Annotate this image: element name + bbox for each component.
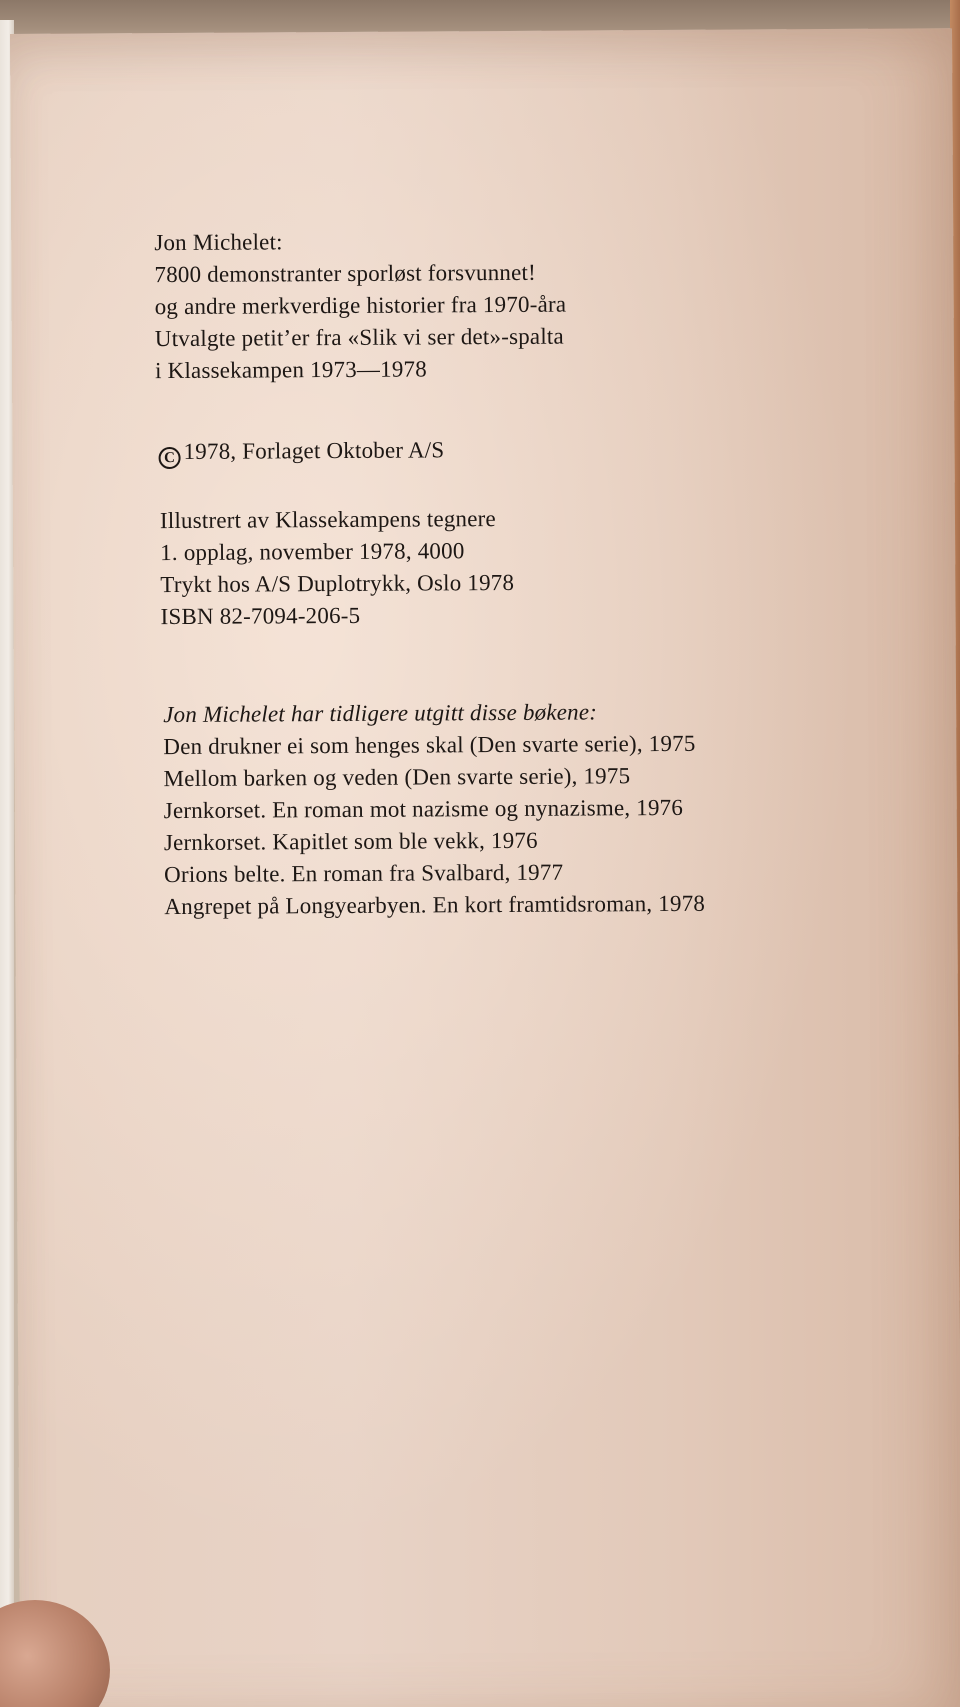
previous-works-block: [163, 696, 705, 923]
copyright-text: 1978, Forlaget Oktober A/S: [183, 437, 445, 464]
previous-works-heading: Jon Michelet har tidligere utgitt disse bøkene:: [163, 699, 598, 728]
previous-work-item: Jernkorset. En roman mot nazisme og nynazisme, 1976: [163, 794, 684, 824]
imprint-block: [160, 503, 515, 633]
previous-work-item: Mellom barken og veden (Den svarte serie), 1975: [163, 763, 631, 792]
previous-work-item: Den drukner ei som henges skal (Den svarte serie), 1975: [163, 730, 696, 760]
copyright-icon: C: [159, 447, 181, 469]
title-line: og andre merkverdige historier fra 1970-åra: [154, 291, 567, 320]
imprint-line: Trykt hos A/S Duplotrykk, Oslo 1978: [160, 569, 515, 598]
copyright-line: [158, 434, 444, 469]
title-line: 7800 demonstranter sporløst forsvunnet!: [154, 259, 537, 288]
previous-work-item: Angrepet på Longyearbyen. En kort framtidsroman, 1978: [164, 890, 706, 920]
title-line: Utvalgte petit’er fra «Slik vi ser det»-spalta: [154, 323, 564, 352]
imprint-line: Illustrert av Klassekampens tegnere: [159, 506, 496, 534]
title-block: [154, 225, 567, 388]
title-line: Jon Michelet:: [154, 229, 283, 256]
imprint-line: 1. opplag, november 1978, 4000: [160, 538, 465, 566]
previous-work-item: Jernkorset. Kapitlet som ble vekk, 1976: [163, 827, 538, 856]
previous-work-item: Orions belte. En roman fra Svalbard, 1977: [164, 859, 564, 888]
imprint-line: ISBN 82-7094-206-5: [160, 602, 361, 630]
book-page: [10, 28, 960, 1707]
title-line: i Klassekampen 1973—1978: [154, 356, 427, 384]
